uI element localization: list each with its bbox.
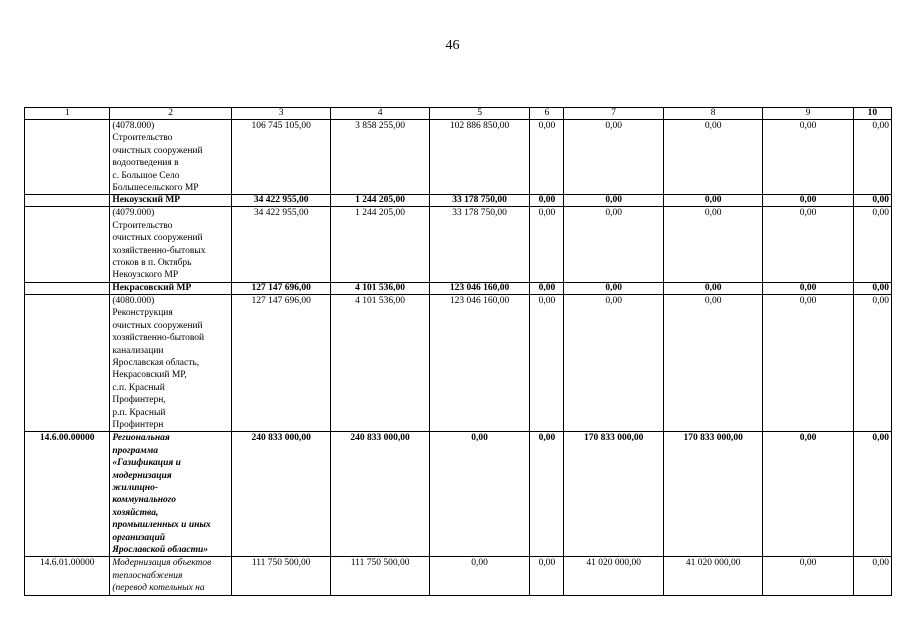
value-cell: 0,00: [564, 120, 663, 195]
header-cell: 7: [564, 108, 663, 120]
value-cell: 170 833 000,00: [663, 432, 762, 557]
value-cell: 1 244 205,00: [331, 195, 429, 207]
table-row: [25, 557, 892, 595]
value-cell: 0,00: [429, 432, 529, 557]
value-cell: 0,00: [853, 557, 891, 595]
row-code-cell: [25, 195, 110, 207]
table-row: [25, 120, 892, 195]
value-cell: 123 046 160,00: [429, 294, 529, 431]
value-cell: 0,00: [564, 195, 663, 207]
value-cell: 0,00: [853, 294, 891, 431]
table-row: [25, 282, 892, 294]
row-name-cell: Модернизация объектов теплоснабжения (перевод котельных на: [110, 557, 232, 595]
table-row: [25, 432, 892, 557]
header-cell: 6: [530, 108, 564, 120]
value-cell: 0,00: [530, 294, 564, 431]
value-cell: 0,00: [853, 282, 891, 294]
value-cell: 0,00: [853, 120, 891, 195]
value-cell: 4 101 536,00: [331, 294, 429, 431]
value-cell: 0,00: [763, 207, 853, 282]
value-cell: 0,00: [763, 432, 853, 557]
value-cell: 0,00: [663, 207, 762, 282]
header-cell: 3: [231, 108, 330, 120]
value-cell: 0,00: [853, 195, 891, 207]
row-name-cell: Некоузский МР: [110, 195, 232, 207]
value-cell: 0,00: [564, 207, 663, 282]
value-cell: 0,00: [530, 195, 564, 207]
header-cell: 5: [429, 108, 529, 120]
value-cell: 0,00: [530, 432, 564, 557]
header-cell: 2: [110, 108, 232, 120]
row-code-cell: [25, 294, 110, 431]
value-cell: 111 750 500,00: [331, 557, 429, 595]
value-cell: 0,00: [429, 557, 529, 595]
row-name-cell: (4079.000) Строительство очистных сооружений хозяйственно-бытовых стоков в п. Октябрь Некоузского МР: [110, 207, 232, 282]
header-row: [25, 108, 892, 120]
value-cell: 127 147 696,00: [231, 282, 330, 294]
table-row: [25, 294, 892, 431]
value-cell: 0,00: [853, 207, 891, 282]
value-cell: 0,00: [763, 282, 853, 294]
row-code-cell: 14.6.01.00000: [25, 557, 110, 595]
value-cell: 41 020 000,00: [663, 557, 762, 595]
value-cell: 170 833 000,00: [564, 432, 663, 557]
value-cell: 1 244 205,00: [331, 207, 429, 282]
value-cell: 106 745 105,00: [231, 120, 330, 195]
value-cell: 0,00: [663, 120, 762, 195]
value-cell: 4 101 536,00: [331, 282, 429, 294]
value-cell: 0,00: [663, 294, 762, 431]
header-cell: 9: [763, 108, 853, 120]
page-number: 46: [445, 38, 460, 53]
value-cell: 0,00: [763, 557, 853, 595]
header-cell: 4: [331, 108, 429, 120]
value-cell: 0,00: [663, 282, 762, 294]
row-code-cell: [25, 120, 110, 195]
header-cell: 1: [25, 108, 110, 120]
value-cell: 34 422 955,00: [231, 207, 330, 282]
value-cell: 33 178 750,00: [429, 195, 529, 207]
value-cell: 0,00: [530, 282, 564, 294]
value-cell: 33 178 750,00: [429, 207, 529, 282]
row-name-cell: (4078.000) Строительство очистных сооружений водоотведения в с. Большое Село Большесельского МР: [110, 120, 232, 195]
row-code-cell: 14.6.00.00000: [25, 432, 110, 557]
value-cell: 41 020 000,00: [564, 557, 663, 595]
value-cell: 0,00: [530, 557, 564, 595]
row-name-cell: (4080.000) Реконструкция очистных сооружений хозяйственно-бытовой канализации Ярославская область, Некрасовский МР, с.п. Красный Профинтерн, р.п. Красный Профинтерн: [110, 294, 232, 431]
value-cell: 0,00: [663, 195, 762, 207]
row-name-cell: Региональная программа «Газификация и модернизация жилищно- коммунального хозяйства, промышленных и иных организаций Ярославской области»: [110, 432, 232, 557]
value-cell: 0,00: [530, 207, 564, 282]
value-cell: 0,00: [564, 294, 663, 431]
value-cell: 0,00: [853, 432, 891, 557]
table-row: [25, 195, 892, 207]
value-cell: 0,00: [763, 120, 853, 195]
value-cell: 102 886 850,00: [429, 120, 529, 195]
header-cell: 10: [853, 108, 891, 120]
value-cell: 240 833 000,00: [331, 432, 429, 557]
row-code-cell: [25, 282, 110, 294]
value-cell: 0,00: [530, 120, 564, 195]
value-cell: 3 858 255,00: [331, 120, 429, 195]
value-cell: 123 046 160,00: [429, 282, 529, 294]
header-cell: 8: [663, 108, 762, 120]
value-cell: 0,00: [763, 294, 853, 431]
value-cell: 127 147 696,00: [231, 294, 330, 431]
value-cell: 34 422 955,00: [231, 195, 330, 207]
table-row: [25, 207, 892, 282]
row-name-cell: Некрасовский МР: [110, 282, 232, 294]
value-cell: 0,00: [564, 282, 663, 294]
value-cell: 0,00: [763, 195, 853, 207]
value-cell: 111 750 500,00: [231, 557, 330, 595]
row-code-cell: [25, 207, 110, 282]
budget-table: [24, 107, 892, 596]
value-cell: 240 833 000,00: [231, 432, 330, 557]
